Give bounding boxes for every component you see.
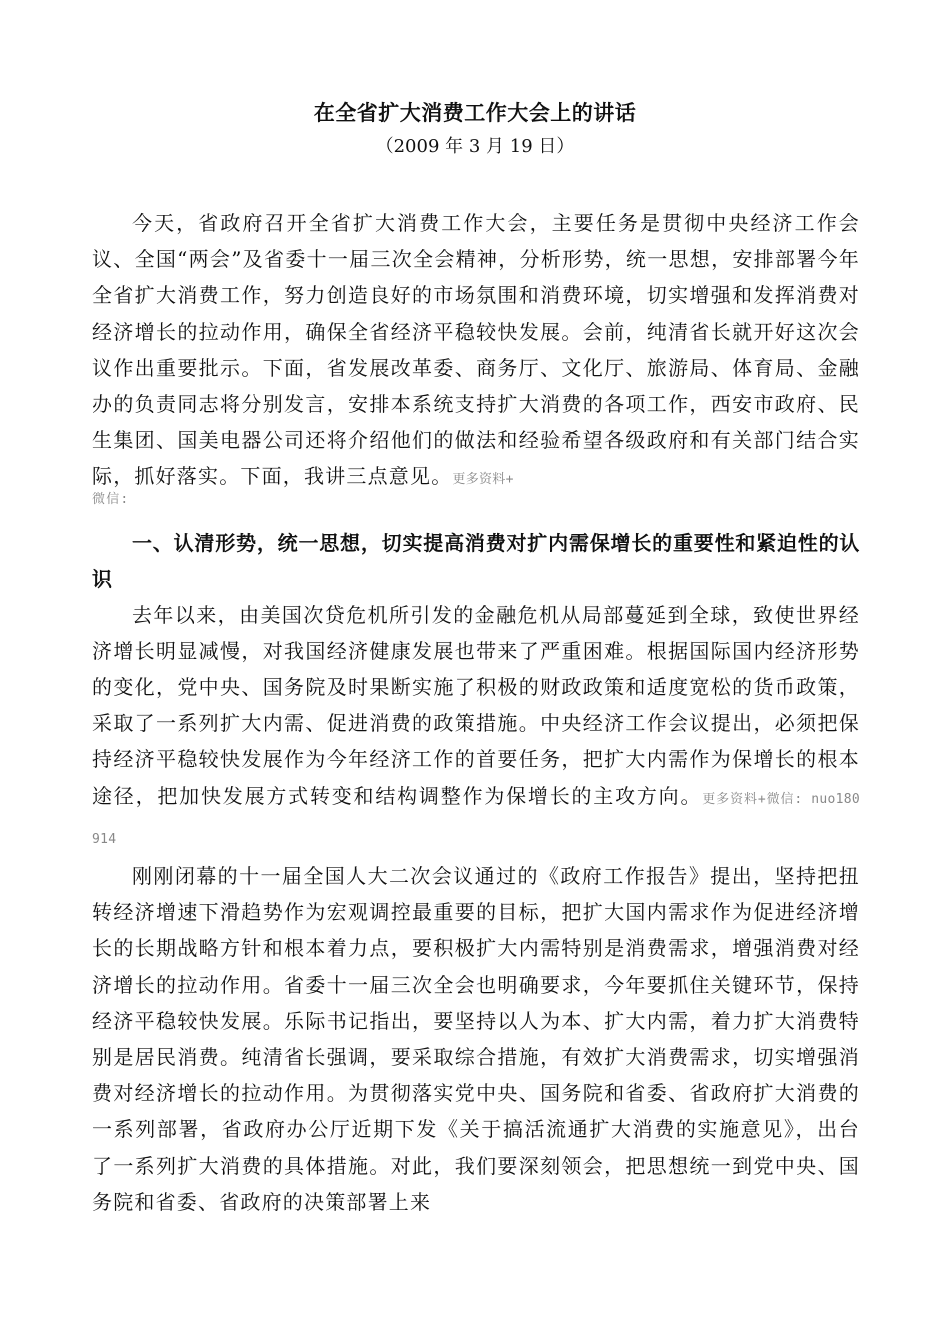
paragraph-3-text: 刚刚闭幕的十一届全国人大二次会议通过的《政府工作报告》提出，坚持把扭转经济增速下滑趋势作为宏观调控最重要的目标，把扩大国内需求作为促进经济增长的长期战略方针和根本着力点，要积极扩大内需特别是消费需求，增强消费对经济增长的拉动作用。省委十一届三次全会也明确要求，今年要抓住关键环节，保持经济平稳较快发展。乐际书记指出，要坚持以人为本、扩大内需，着力扩大消费特别是居民消费。纯清省长强调，要采取综合措施，有效扩大消费需求，切实增强消费对经济增长的拉动作用。为贯彻落实党中央、国务院和省委、省政府扩大消费的一系列部署，省政府办公厅近期下发《关于搞活流通扩大消费的实施意见》，出台了一系列扩大消费的具体措施。对此，我们要深刻领会，把思想统一到党中央、国务院和省委、省政府的决策部署上来 [92, 864, 860, 1214]
body-paragraph-3 [92, 858, 860, 1220]
paragraph-2-note: 更多资料+微信: nuo180 914 [92, 791, 860, 847]
intro-note-continued: 微信: [92, 491, 130, 507]
document-date: （2009 年 3 月 19 日） [375, 136, 575, 157]
document-body [92, 205, 860, 1220]
intro-note: 更多资料+ [452, 472, 514, 488]
paragraph-2-text: 去年以来，由美国次贷危机所引发的金融危机从局部蔓延到全球，致使世界经济增长明显减慢，对我国经济健康发展也带来了严重困难。根据国际国内经济形势的变化，党中央、国务院及时果断实施了积极的财政政策和适度宽松的货币政策，采取了一系列扩大内需、促进消费的政策措施。中央经济工作会议提出，必须把保持经济平稳较快发展作为今年经济工作的首要任务，把扩大内需作为保增长的根本途径，把加快发展方式转变和结构调整作为保增长的主攻方向。 [92, 602, 860, 808]
intro-paragraph [92, 205, 860, 499]
document-title: 在全省扩大消费工作大会上的讲话 [313, 100, 637, 125]
section-heading-1: 一、认清形势，统一思想，切实提高消费对扩内需保增长的重要性和紧迫性的认识 [92, 530, 860, 591]
intro-text: 今天，省政府召开全省扩大消费工作大会，主要任务是贯彻中央经济工作会议、全国“两会”及省委十一届三次全会精神，分析形势，统一思想，安排部署今年全省扩大消费工作，努力创造良好的市场氛围和消费环境，切实增强和发挥消费对经济增长的拉动作用，确保全省经济平稳较快发展。会前，纯清省长就开好这次会议作出重要批示。下面，省发展改革委、商务厅、文化厅、旅游局、体育局、金融办的负责同志将分别发言，安排本系统支持扩大消费的各项工作，西安市政府、民生集团、国美电器公司还将介绍他们的做法和经验希望各级政府和有关部门结合实际，抓好落实。下面，我讲三点意见。 [92, 211, 860, 489]
body-paragraph-2 [92, 597, 860, 858]
